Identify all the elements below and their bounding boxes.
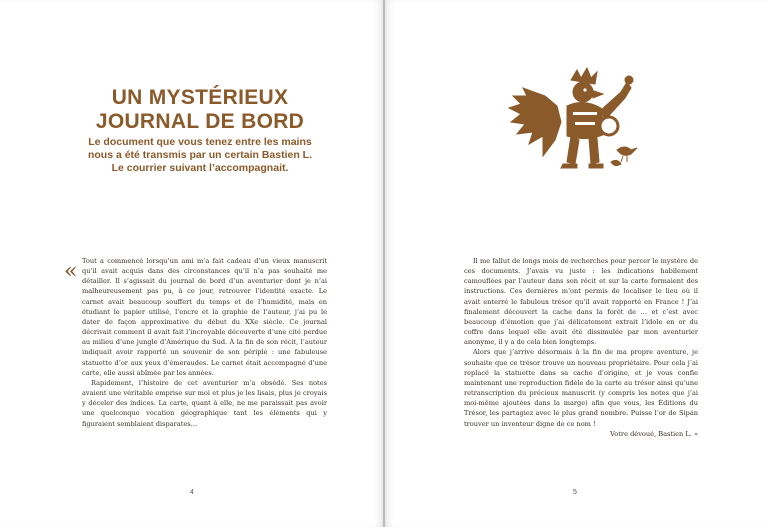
letter-paragraph-3: Il me fallut de longs mois de recherches pour percer le mystère de ces documents. J’avais vu juste : les indications habilement camouflées par l’auteur dans son récit et sur la carte formaient des instructions. Ces dernières m’ont permis de localiser le lieu où il avait enterré le fabuleux trésor qu’il avait rapporté en France ! J’ai finalement découvert la cache dans la forêt de … et c’est avec beaucoup d’émotion que j’ai délicatement extrait l’idole en or du coffre dans lequel elle avait été dissimulée par mon aventurier anonyme, il y a de cela bien longtemps. [464, 257, 698, 347]
title-line-1: UN MYSTÉRIEUX [111, 86, 289, 109]
opening-quote-mark: « [64, 259, 78, 284]
left-page [0, 0, 383, 527]
winged-figure-illustration [505, 66, 645, 186]
intro-line-2: nous a été transmis par un certain Bastien L. [87, 149, 313, 161]
letter-signature: Votre dévoué, Bastien L. » [610, 429, 698, 438]
intro-line-1: Le document que vous tenez entre les mains [88, 136, 312, 148]
page-title [80, 86, 320, 134]
letter-body-left [82, 256, 327, 429]
letter-paragraph-1: Tout a commencé lorsqu’un ami m’a fait cadeau d’un vieux manuscrit qu’il avait acquis dans des circonstances qu’il n’a pas souhaité me détailler. Il s’agissait du journal de bord d’un aventurier dont je n’ai malheureusement pas pu, à ce jour, retrouver l’identité exacte. Le carnet avait beaucoup souffert du temps et de l’humidité, mais en étudiant le papier utilisé, l’encre et la graphie de l’auteur, j’ai pu le dater de façon approximative du début du XXe siècle. Ce journal décrivait comment il avait fait l’incroyable découverte d’une cité perdue au milieu d’une jungle d’Amérique du Sud. À la fin de son récit, l’auteur indiquait avoir rapporté un souvenir de son périple : une fabuleuse statuette d’or aux yeux d’émeraudes. Le carnet était accompagné d’une carte, elle aussi abîmée par les années. [82, 257, 327, 377]
intro-line-3: Le courrier suivant l’accompagnait. [111, 162, 289, 174]
page-number-right: 5 [573, 489, 577, 496]
letter-paragraph-2: Rapidement, l’histoire de cet aventurier m’a obsédé. Ses notes avaient une véritable emprise sur moi et plus je les lisais, plus je croyais y déceler des indices. La carte, quant à elle, ne me paraissait pas avoir une quelconque vocation géographique tant les éléments qui y figuraient semblaient disparates… [82, 378, 327, 428]
page-number-left: 4 [190, 489, 194, 496]
title-line-2: JOURNAL DE BORD [95, 110, 305, 133]
letter-body-right [464, 256, 698, 439]
intro-text [70, 136, 330, 175]
letter-paragraph-4: Alors que j’arrive désormais à la fin de ma propre aventure, je souhaite que ce trésor trouve un nouveau propriétaire. Pour cela j’ai replacé la statuette dans sa cache d’origine, et je vous confie maintenant une reproduction fidèle de la carte au trésor ainsi qu’une retranscription du précieux manuscrit (y compris les notes que j’ai moi-même ajoutées dans la marge) afin que vous, les Éditions du Trésor, les partagiez avec le plus grand nombre. Puisse l’or de Sipán trouver un inventeur digne de ce nom ! [464, 348, 698, 428]
